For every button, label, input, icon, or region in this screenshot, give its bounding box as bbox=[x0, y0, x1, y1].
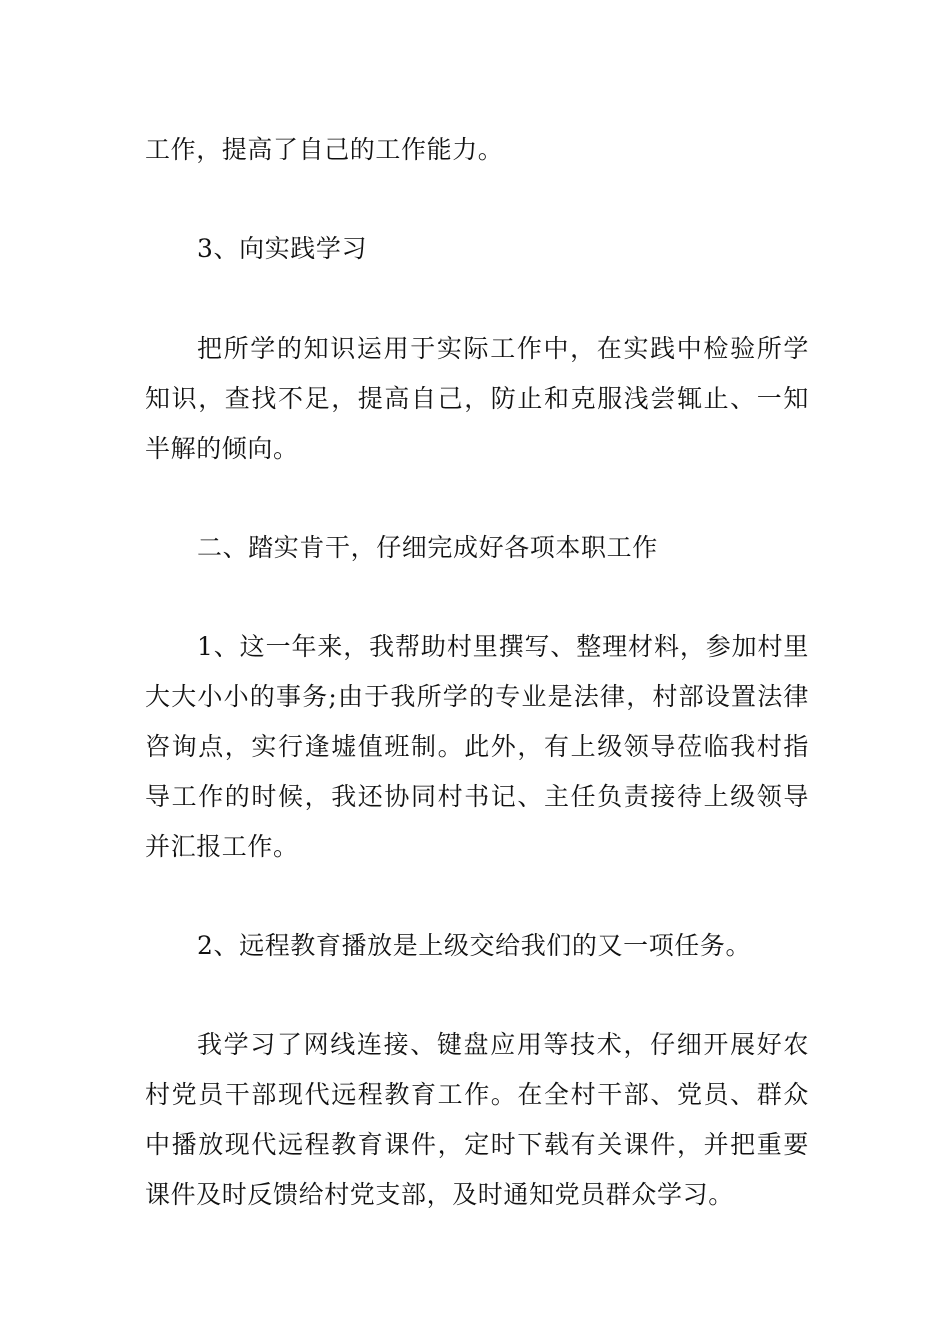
paragraph-village-work: 1、这一年来，我帮助村里撰写、整理材料，参加村里大大小小的事务;由于我所学的专业是法律，村部设置法律咨询点，实行逢墟值班制。此外，有上级领导莅临我村指导工作的时候，我还协同村书记、主任负责接待上级领导并汇报工作。 bbox=[145, 632, 809, 861]
paragraph-remote-education: 我学习了网线连接、键盘应用等技术，仔细开展好农村党员干部现代远程教育工作。在全村干部、党员、群众中播放现代远程教育课件，定时下载有关课件，并把重要课件及时反馈给村党支部，及时通知党员群众学习。 bbox=[145, 1030, 809, 1209]
paragraph-continuation: 工作，提高了自己的工作能力。 bbox=[145, 135, 504, 164]
section-heading-practice: 3、向实践学习 bbox=[197, 234, 368, 263]
section-heading-duties: 二、踏实肯干，仔细完成好各项本职工作 bbox=[197, 533, 658, 562]
paragraph-practice: 把所学的知识运用于实际工作中，在实践中检验所学知识，查找不足，提高自己，防止和克服浅尝辄止、一知半解的倾向。 bbox=[145, 334, 809, 463]
section-heading-remote-education: 2、远程教育播放是上级交给我们的又一项任务。 bbox=[197, 931, 752, 960]
